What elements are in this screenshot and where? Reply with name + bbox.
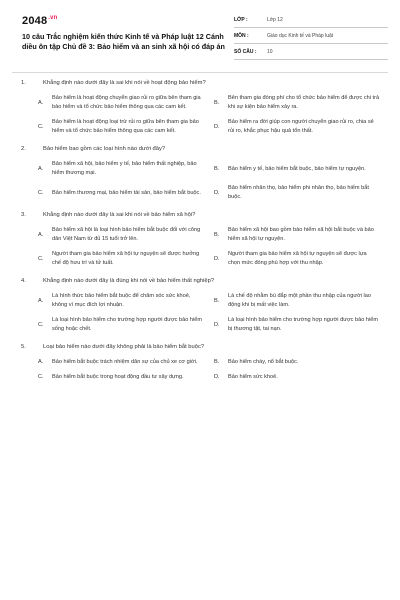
options-grid (12, 160, 388, 202)
question-1 (12, 80, 388, 136)
option-letter: C. (38, 374, 44, 380)
question-stem (12, 80, 388, 86)
question-number: 1. (21, 80, 26, 86)
question-number: 4. (21, 278, 26, 284)
question-number: 2. (21, 146, 26, 152)
question-stem (12, 146, 388, 152)
question-text: Bảo hiểm bao gồm các loại hình nào dưới đây? (43, 146, 166, 152)
question-stem (12, 278, 388, 284)
option-text: Là hình thức bảo hiểm bắt buộc để chăm sóc sức khoẻ, không vì mục đích lợi nhuận. (52, 293, 191, 308)
option-a[interactable] (38, 292, 204, 310)
options-grid (12, 358, 388, 382)
option-d[interactable] (214, 118, 380, 136)
option-d[interactable] (214, 250, 380, 268)
option-text: Bảo hiểm nhân thọ, bảo hiểm phi nhân thọ, bảo hiểm bắt buộc. (228, 185, 369, 200)
question-list (12, 80, 388, 392)
question-3 (12, 212, 388, 268)
option-letter: B. (214, 231, 220, 238)
option-text: Bảo hiểm cháy, nổ bắt buộc. (228, 359, 299, 365)
option-c[interactable] (38, 250, 204, 268)
option-b[interactable] (214, 94, 380, 112)
option-letter: C. (38, 189, 44, 196)
option-text: Bảo hiểm bắt buộc trong hoạt động đầu tư xây dựng. (52, 374, 184, 380)
option-text: Bảo hiểm ra đời giúp con người chuyển giao rủi ro, chia sẻ rủi ro, khắc phục hậu quả tổn thất. (228, 119, 374, 134)
option-letter: A. (38, 359, 44, 365)
option-letter: C. (38, 321, 44, 328)
option-a[interactable] (38, 160, 204, 178)
option-letter: B. (214, 165, 220, 172)
meta-key: SỐ CÂU : (234, 48, 257, 55)
option-d[interactable] (214, 184, 380, 202)
meta-row-count (234, 44, 388, 60)
question-text: Khẳng định nào dưới đây là đúng khi nói về bảo hiểm thất nghiệp? (43, 278, 215, 284)
options-grid (12, 292, 388, 334)
question-5 (12, 344, 388, 382)
option-letter: B. (214, 359, 220, 365)
option-text: Bảo hiểm thương mại, bảo hiểm tài sản, bảo hiểm bắt buộc. (52, 189, 201, 196)
option-d[interactable] (214, 373, 380, 382)
option-letter: A. (38, 297, 44, 304)
site-logo[interactable] (22, 15, 58, 27)
option-c[interactable] (38, 118, 204, 136)
option-text: Bên tham gia đóng phí cho tổ chức bảo hiểm để được chi trả khi sự kiện bảo hiểm xảy ra. (228, 95, 380, 110)
option-a[interactable] (38, 358, 204, 367)
option-c[interactable] (38, 316, 204, 334)
meta-row-subject (234, 28, 388, 44)
document-header (12, 12, 388, 64)
question-2 (12, 146, 388, 202)
option-letter: A. (38, 165, 44, 172)
question-4 (12, 278, 388, 334)
question-text: Khẳng định nào dưới đây là sai khi nói về hoạt động bảo hiểm? (43, 80, 206, 86)
option-text: Bảo hiểm là hoạt động chuyển giao rủi ro giữa bên tham gia bảo hiểm và tổ chức bảo hiểm thông qua các cam kết. (52, 95, 201, 110)
option-c[interactable] (38, 373, 204, 382)
meta-table (234, 12, 388, 60)
option-letter: D. (214, 374, 220, 380)
option-text: Bảo hiểm y tế, bảo hiểm bắt buộc, bảo hiểm tự nguyện. (228, 165, 366, 172)
option-letter: A. (38, 99, 44, 106)
option-letter: D. (214, 123, 220, 130)
option-b[interactable] (214, 292, 380, 310)
logo-suffix: .vn (48, 15, 58, 21)
logo-text: 2048 (22, 15, 48, 27)
option-b[interactable] (214, 226, 380, 244)
option-b[interactable] (214, 358, 380, 367)
option-b[interactable] (214, 160, 380, 178)
header-divider (12, 72, 388, 73)
option-text: Bảo hiểm bắt buộc trách nhiệm dân sự của chủ xe cơ giới. (52, 359, 198, 365)
meta-row-grade (234, 12, 388, 28)
option-text: Bảo hiểm xã hội bao gồm bảo hiểm xã hội bắt buộc và bảo hiểm xã hội tự nguyện. (228, 227, 374, 242)
option-letter: D. (214, 321, 220, 328)
option-d[interactable] (214, 316, 380, 334)
options-grid (12, 226, 388, 268)
document-title: 10 câu Trắc nghiệm kiến thức Kinh tế và Pháp luật 12 Cánh diều ôn tập Chủ đề 3: Bảo hiểm và an sinh xã hội có đáp án (22, 32, 225, 51)
question-stem (12, 344, 388, 350)
option-text: Người tham gia bảo hiểm xã hội tự nguyện sẽ được hưởng chế độ hưu trí và tử tuất. (52, 251, 200, 266)
option-text: Là chế độ nhằm bù đắp một phần thu nhập của người lao động khi bị mất việc làm. (228, 293, 372, 308)
option-text: Bảo hiểm xã hội là loại hình bảo hiểm bắt buộc đối với công dân Việt Nam từ đủ 15 tuổi trở lên. (52, 227, 201, 242)
option-a[interactable] (38, 226, 204, 244)
option-text: Là loại hình bảo hiểm cho trường hợp người được bảo hiểm bị thương tật, tai nạn. (228, 317, 378, 332)
meta-key: LỚP : (234, 16, 248, 23)
option-letter: D. (214, 189, 220, 196)
meta-key: MÔN : (234, 32, 249, 39)
option-letter: C. (38, 255, 44, 262)
question-stem (12, 212, 388, 218)
question-text: Khẳng định nào dưới đây là sai khi nói về bảo hiểm xã hội? (43, 212, 196, 218)
option-text: Bảo hiểm xã hội, bảo hiểm y tế, bảo hiểm thất nghiệp, bảo hiểm thương mại. (52, 161, 197, 176)
question-number: 5. (21, 344, 26, 350)
option-text: Là loại hình bảo hiểm cho trường hợp người được bảo hiểm sống hoặc chết. (52, 317, 202, 332)
meta-value: Lớp 12 (267, 16, 283, 23)
option-text: Bảo hiểm là hoạt động loại trừ rủi ro giữa bên tham gia bảo hiểm và tổ chức bảo hiểm thông qua các cam kết. (52, 119, 199, 134)
option-letter: B. (214, 297, 220, 304)
option-letter: D. (214, 255, 220, 262)
option-letter: A. (38, 231, 44, 238)
options-grid (12, 94, 388, 136)
option-letter: B. (214, 99, 220, 106)
question-number: 3. (21, 212, 26, 218)
question-text: Loại bảo hiểm nào dưới đây không phải là bảo hiểm bắt buộc? (43, 344, 205, 350)
meta-value: Giáo dục Kinh tế và Pháp luật (267, 32, 334, 39)
option-c[interactable] (38, 184, 204, 202)
option-text: Bảo hiểm sức khoẻ. (228, 374, 278, 380)
meta-value: 10 (267, 48, 273, 55)
option-letter: C. (38, 123, 44, 130)
option-a[interactable] (38, 94, 204, 112)
option-text: Người tham gia bảo hiểm xã hội tự nguyện sẽ được lựa chọn mức đóng phù hợp với thu nhập. (228, 251, 367, 266)
